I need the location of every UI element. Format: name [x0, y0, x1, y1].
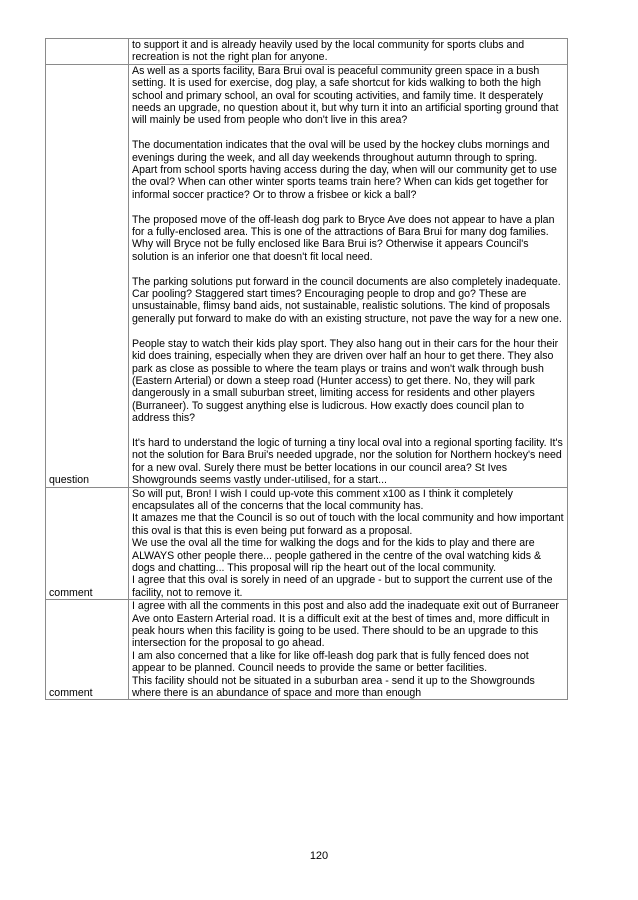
paragraph: People stay to watch their kids play sport. They also hang out in their cars for the hour their kid does training, especially when they are driven over half an hour to get there. They also park as close as possible to where the team plays or trains and won't walk through bush (Eastern Arterial) or down a steep road (Hunter access) to get there. No, they will park dangerously in a small suburban street, limiting access for residents and other players (Burraneer). To suggest anything else is ludicrous. How exactly does council plan to address this? [132, 337, 559, 425]
row-text-cell [129, 39, 568, 65]
paragraph: The parking solutions put forward in the council documents are also completely inadequate. Car pooling? Staggered start times? Encouraging people to drop and go? These are unsustainable, flimsy band aids, not sustainable, realistic solutions. The kind of proposals generally put forward to make do with an existing structure, not pave the way for a new one. [132, 275, 562, 325]
table-row [46, 64, 568, 487]
row-type-cell: comment [46, 487, 129, 600]
paragraph: The proposed move of the off-leash dog park to Bryce Ave does not appear to have a plan for a fully-enclosed area. This is one of the attractions of Bara Brui for many dog families. Why will Bryce not be fully enclosed like Bara Brui is? Otherwise it appears Council's solution is an inferior one that doesn't fit local need. [132, 213, 555, 263]
paragraph: It's hard to understand the logic of turning a tiny local oval into a regional sporting facility. It's not the solution for Bara Brui's needed upgrade, nor the solution for Northern hockey's need for a new oval. Surely there must be better locations in our council area? St Ives Showgrounds seems vastly under-utilised, for a start... [132, 436, 563, 487]
row-type-cell: question [46, 64, 129, 487]
table-row [46, 487, 568, 600]
paragraph: The documentation indicates that the oval will be used by the hockey clubs mornings and evenings during the week, and all day weekends throughout autumn through to spring. Apart from school sports having access during the day, when will our community get to use the oval? When can other winter sports teams train here? When can kids get together for informal soccer practice? Or to throw a frisbee or kick a ball? [132, 139, 557, 201]
row-type-cell: comment [46, 600, 129, 700]
row-text-cell [129, 600, 568, 700]
paragraph: As well as a sports facility, Bara Brui oval is peaceful community green space in a bush setting. It is used for exercise, dog play, a safe shortcut for kids walking to both the high school and primary school, an oval for scouting activities, and family time. It desperately needs an upgrade, no question about it, but why turn it into an artificial sporting ground that will mainly be used from people who don't live in this area? [132, 64, 559, 127]
page-number: 120 [309, 850, 329, 862]
row-text-cell [129, 64, 568, 487]
paragraph: to support it and is already heavily used by the local community for sports clubs and recreation is not the right plan for anyone. [132, 39, 525, 64]
paragraph: I agree with all the comments in this post and also add the inadequate exit out of Burraneer Ave onto Eastern Arterial road. It is a difficult exit at the best of times and, more difficult in peak hours when this facility is going to be used. There should to be an upgrade to this intersection for the proposal to go ahead. I am also concerned that a like for like off-leash dog park that is fully fenced does not appear to be planned. Council needs to provide the same or better facilities. This facility should not be situated in a suburban area - send it up to the Showgrounds where there is an abundance of space and more than enough [132, 600, 559, 700]
table-row [46, 39, 568, 65]
paragraph: So will put, Bron! I wish I could up-vote this comment x100 as I think it completely encapsulates all of the concerns that the local community has. It amazes me that the Council is so out of touch with the local community and how important this oval is that this is even being put forward as a proposal. We use the oval all the time for walking the dogs and for the kids to play and there are ALWAYS other people there... people gathered in the centre of the oval watching kids & dogs and chatting... This proposal will rip the heart out of the local community. I agree that this oval is sorely in need of an upgrade - but to support the current use of the facility, not to remove it. [132, 487, 564, 599]
row-type-cell [46, 39, 129, 65]
row-text-cell [129, 487, 568, 600]
submissions-table [45, 38, 568, 700]
table-row [46, 600, 568, 700]
